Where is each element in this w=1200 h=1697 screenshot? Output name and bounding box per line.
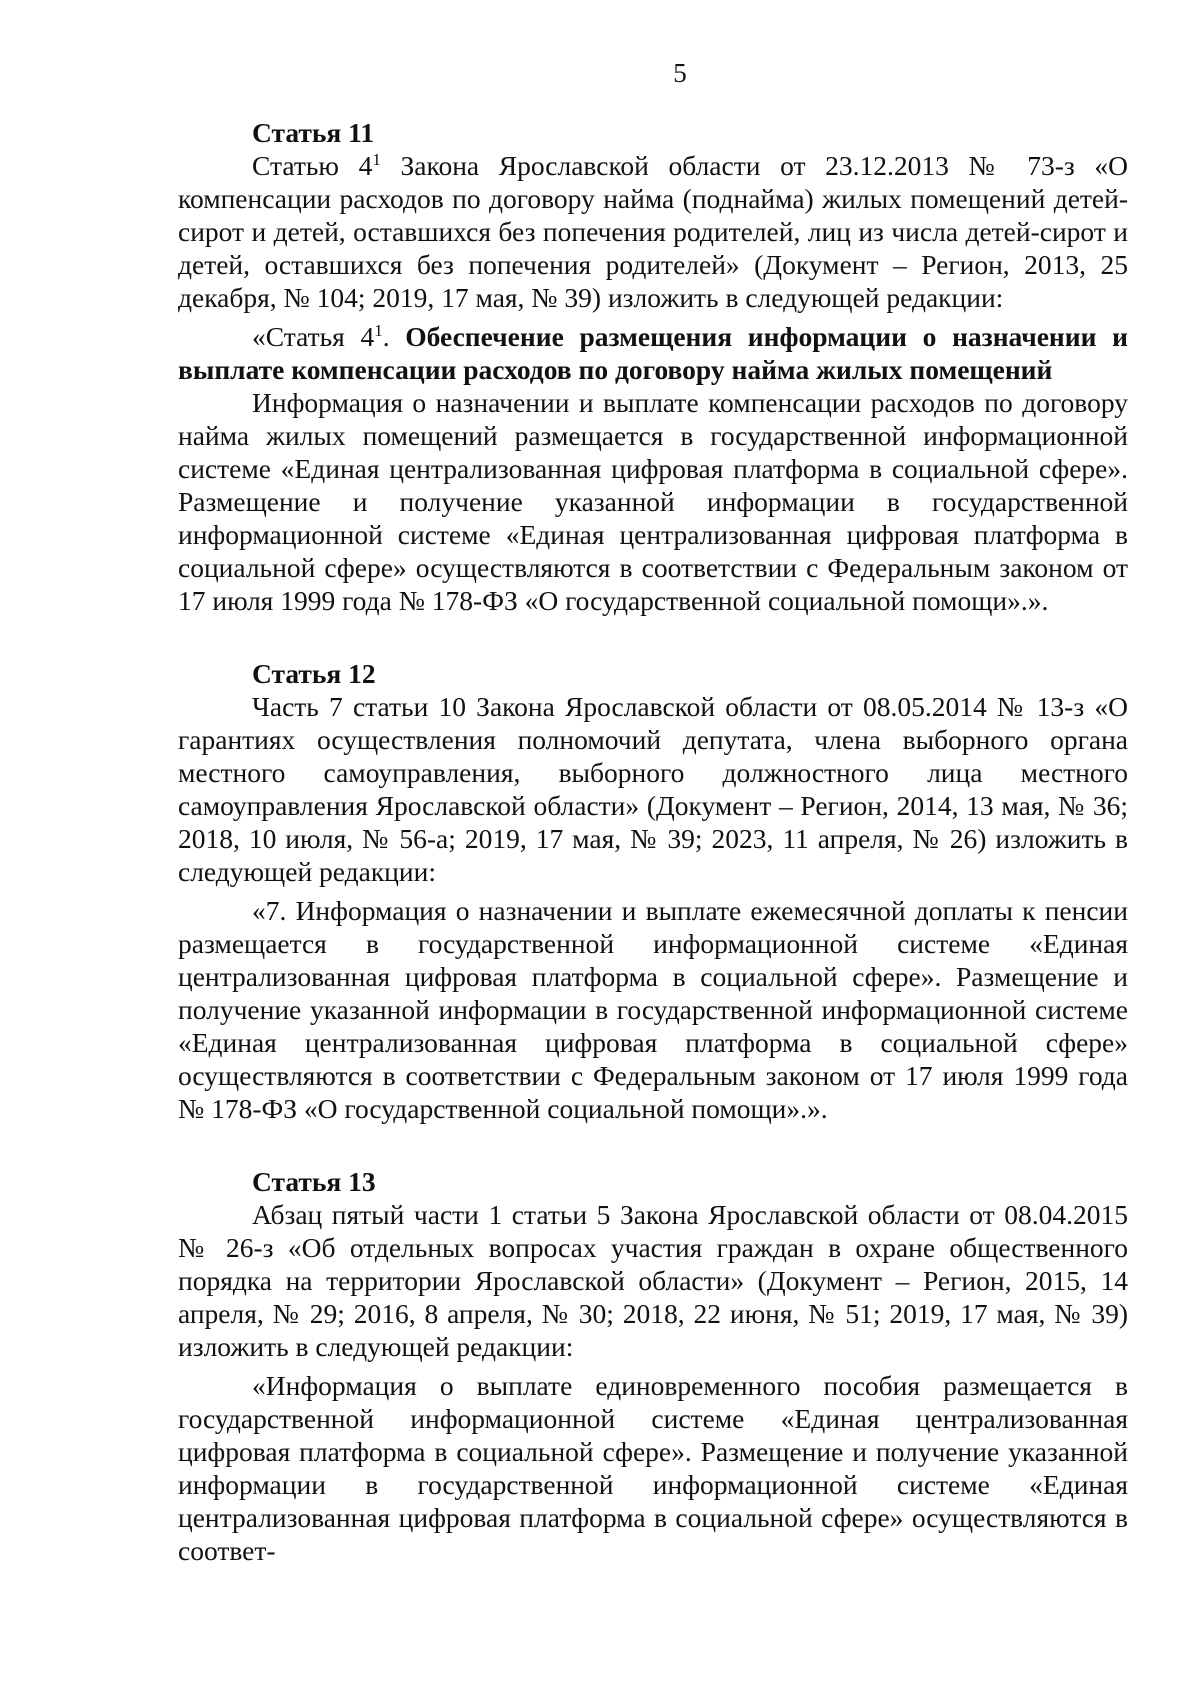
document-body: [178, 116, 1128, 1567]
quoted-article-title: [178, 320, 1128, 386]
quoted-paragraph: «7. Информация о назначении и выплате ежемесячной доплаты к пенсии размещается в государственной информационной системе «Единая централизованная цифровая платформа в социальной сфере». Размещение и получение указанной информации в государственной информационной системе «Единая централизованная цифровая платформа в социальной сфере» осуществляются в соответствии с Федеральным законом от 17 июля 1999 года № 178-ФЗ «О государственной социальной помощи».».: [178, 895, 1128, 1124]
quoted-title-bold: Обеспечение размещения информации о назначении и выплате компенсации расходов по договору найма жилых помещений: [178, 321, 1128, 385]
article-intro-paragraph: Часть 7 статьи 10 Закона Ярославской области от 08.05.2014 № 13-з «О гарантиях осуществления полномочий депутата, члена выборного органа местного самоуправления, выборного должностного лица местного самоуправления Ярославской области» (Документ – Регион, 2014, 13 мая, № 36; 2018, 10 июля, № 56-а; 2019, 17 мая, № 39; 2023, 11 апреля, № 26) изложить в следующей редакции:: [178, 691, 1128, 887]
article-heading: Статья 11: [252, 117, 375, 148]
spacer: [178, 1125, 1128, 1165]
superscript-index: 1: [374, 320, 383, 340]
intro-text-start: Статью 4: [252, 150, 373, 181]
article-12: [178, 657, 1128, 1125]
quoted-paragraph: «Информация о выплате единовременного пособия размещается в государственной информационной системе «Единая централизованная цифровая платформа в социальной сфере». Размещение и получение указанной информации в государственной информационной системе «Единая централизованная цифровая платформа в социальной сфере» осуществляются в соответ-: [178, 1370, 1128, 1566]
page-number: 5: [673, 58, 687, 88]
spacer: [178, 617, 1128, 657]
article-13: [178, 1165, 1128, 1567]
quoted-title-dot: .: [382, 321, 406, 352]
article-heading: Статья 12: [252, 658, 376, 689]
article-heading: Статья 13: [252, 1166, 376, 1197]
superscript-index: 1: [372, 149, 381, 169]
article-11: [178, 116, 1128, 617]
article-intro-paragraph: [178, 149, 1128, 314]
intro-text-rest: Закона Ярославской области от 23.12.2013 № 73-з «О компенсации расходов по договору найма (поднайма) жилых помещений детей-сирот и детей, оставшихся без попечения родителей, лиц из числа детей-сирот и детей, оставшихся без попечения родителей» (Документ – Регион, 2013, 25 декабря, № 104; 2019, 17 мая, № 39) изложить в следующей редакции:: [178, 150, 1128, 313]
article-intro-paragraph: Абзац пятый части 1 статьи 5 Закона Ярославской области от 08.04.2015 № 26-з «Об отдельных вопросах участия граждан в охране общественного порядка на территории Ярославской области» (Документ – Регион, 2015, 14 апреля, № 29; 2016, 8 апреля, № 30; 2018, 22 июня, № 51; 2019, 17 мая, № 39) изложить в следующей редакции:: [178, 1199, 1128, 1362]
quoted-paragraph: Информация о назначении и выплате компенсации расходов по договору найма жилых помещений размещается в государственной информационной системе «Единая централизованная цифровая платформа в социальной сфере». Размещение и получение указанной информации в государственной информационной системе «Единая централизованная цифровая платформа в социальной сфере» осуществляются в соответствии с Федеральным законом от 17 июля 1999 года № 178-ФЗ «О государственной социальной помощи».».: [178, 387, 1128, 616]
quoted-title-start: «Статья 4: [252, 321, 375, 352]
